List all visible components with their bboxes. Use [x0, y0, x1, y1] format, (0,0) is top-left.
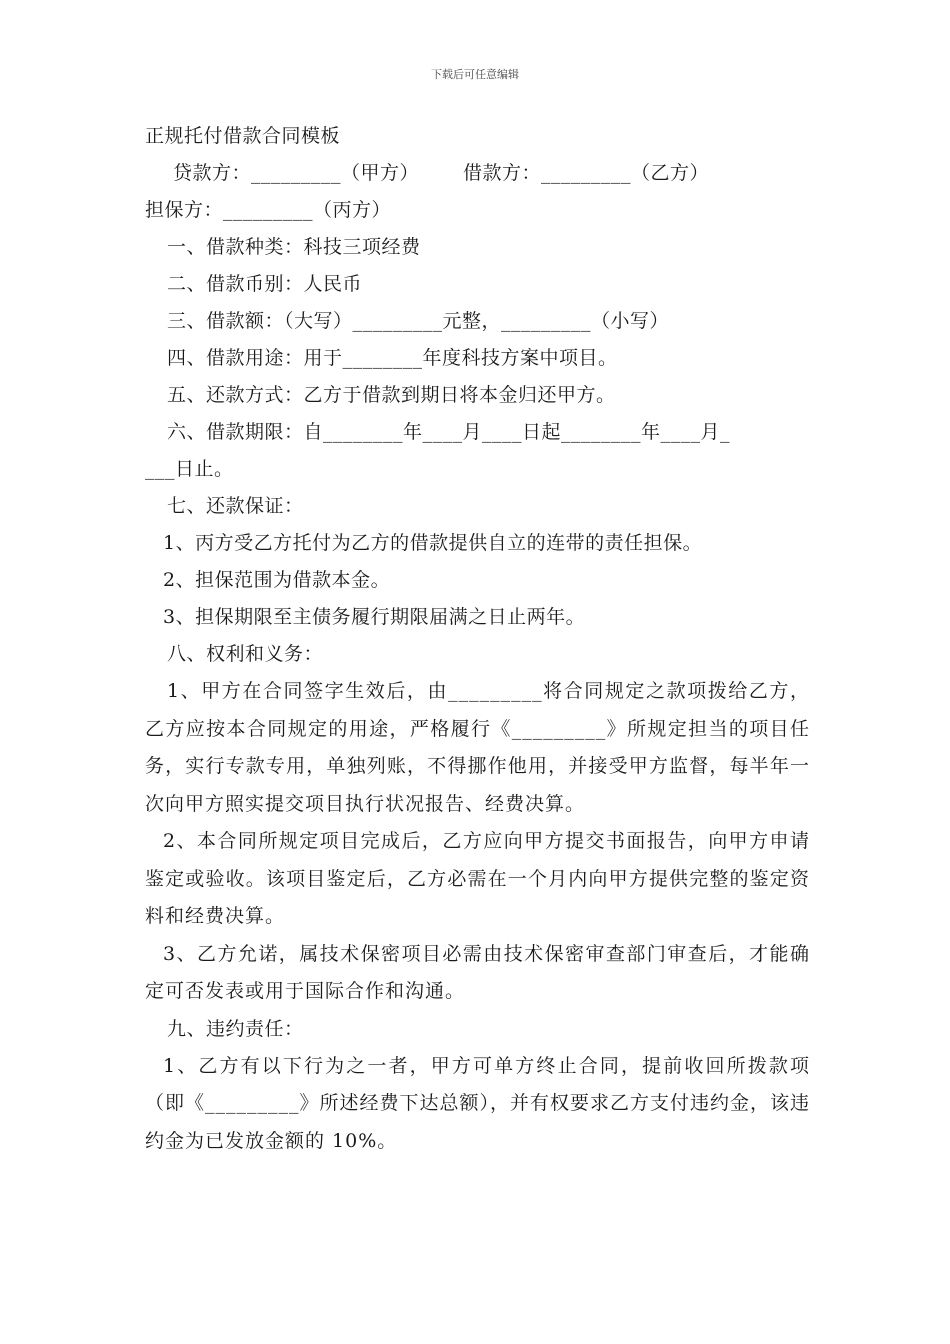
clause-1: 一、借款种类：科技三项经费 — [167, 236, 421, 258]
clause-2: 二、借款币别：人民币 — [167, 273, 363, 295]
clause-9-item-1: 1、乙方有以下行为之一者，甲方可单方终止合同，提前收回所拨款项（即《_________》所述经费下达总额），并有权要求乙方支付违约金，该违约金为已发放金额的 10%。 — [145, 1054, 811, 1152]
clause-3: 三、借款额：（大写）_________元整，_________（小写） — [167, 310, 670, 332]
borrower-field: 借款方：_________（乙方） — [463, 162, 710, 184]
clause-4: 四、借款用途：用于________年度科技方案中项目。 — [167, 347, 618, 369]
clause-8-item-3: 3、乙方允诺，属技术保密项目必需由技术保密审查部门审查后，才能确定可否发表或用于国际合作和沟通。 — [145, 942, 810, 1002]
clause-6-cont: ___日止。 — [145, 458, 234, 480]
document-body — [145, 118, 810, 1160]
document-title: 正规托付借款合同模板 — [145, 125, 341, 147]
clause-9-heading: 九、违约责任： — [167, 1017, 304, 1040]
clause-8-item-2: 2、本合同所规定项目完成后，乙方应向甲方提交书面报告，向甲方申请鉴定或验收。该项目鉴定后，乙方必需在一个月内向甲方提供完整的鉴定资料和经费决算。 — [145, 830, 810, 927]
header-note: 下载后可任意编辑 — [431, 68, 519, 81]
clause-7-item-2: 2、担保范围为借款本金。 — [163, 569, 391, 591]
clause-7-item-1: 1、丙方受乙方托付为乙方的借款提供自立的连带的责任担保。 — [163, 532, 703, 554]
parties-line-1 — [145, 155, 810, 192]
clause-6: 六、借款期限：自________年____月____日起________年____月_ — [167, 421, 731, 443]
clause-8-heading: 八、权利和义务： — [167, 643, 324, 665]
lender-field: 贷款方：_________（甲方） — [173, 162, 420, 184]
clause-7-item-3: 3、担保期限至主债务履行期限届满之日止两年。 — [163, 606, 586, 628]
clause-8-item-1: 1、甲方在合同签字生效后，由_________将合同规定之款项拨给乙方，乙方应按本合同规定的用途，严格履行《_________》所规定担当的项目任务，实行专款专用，单独列账，不得挪作他用，并接受甲方监督，每半年一次向甲方照实提交项目执行状况报告、经费决算。 — [145, 680, 810, 815]
clause-5: 五、还款方式：乙方于借款到期日将本金归还甲方。 — [167, 384, 616, 406]
parties-line-2: 担保方：_________（丙方） — [145, 199, 392, 221]
clause-7-heading: 七、还款保证： — [167, 495, 304, 517]
